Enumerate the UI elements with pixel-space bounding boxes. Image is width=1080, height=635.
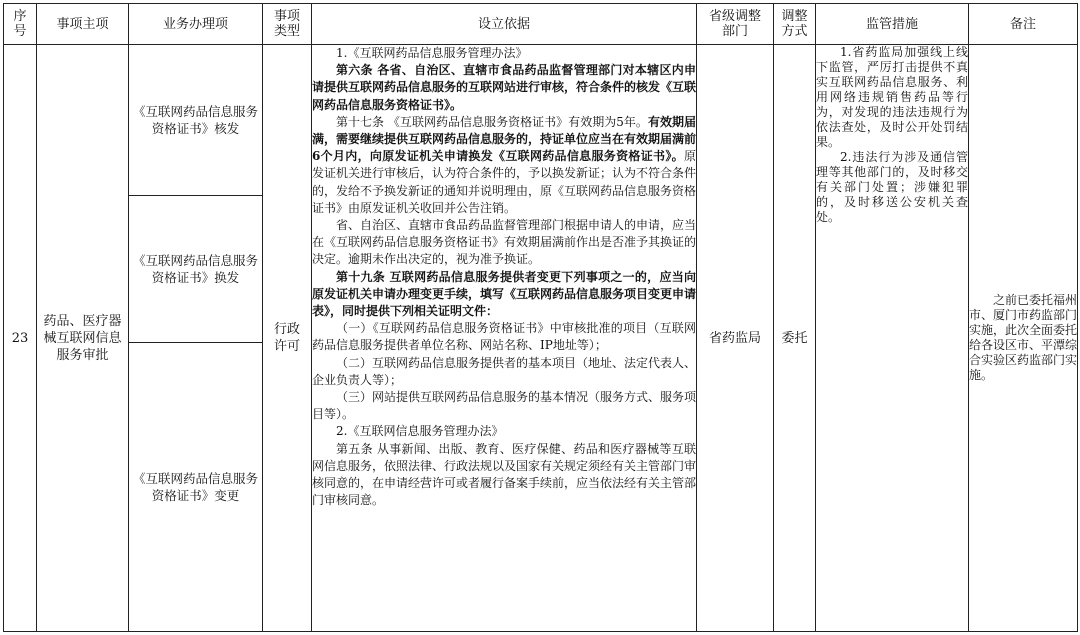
approval-items-table — [3, 3, 1078, 632]
basis-article-17-p2: 省、自治区、直辖市食品药品监督管理部门根据申请人的申请，应当在《互联网药品信息服务资格证书》有效期届满前作出是否准予其换证的决定。逾期未作出决定的，视为准予换证。 — [312, 218, 697, 267]
basis-article-19-item-3: （三）网站提供互联网药品信息服务的基本情况（服务方式、服务项目等）。 — [312, 390, 697, 422]
basis-law-1: 1.《互联网药品信息服务管理办法》 — [336, 46, 528, 60]
supervision-measure-2: 2.违法行为涉及通信管理等其他部门的，及时移交有关部门处置；涉嫌犯罪的，及时移送公安机关查处。 — [816, 150, 968, 224]
header-supervision: 监管措施 — [816, 4, 969, 45]
row-remark — [969, 45, 1078, 632]
basis-article-19-text: 第十九条 互联网药品信息服务提供者变更下列事项之一的，应当向原发证机关申请办理变更手续，填写《互联网药品信息服务项目变更申请表》，同时提供下列相关证明文件： — [312, 269, 697, 319]
basis-article-19 — [312, 269, 696, 321]
basis-article-17-b: 有效期届满，需要继续提供互联网药品信息服务的，持证单位应当在有效期届满前6个月内，向原发证机关申请换发《互联网药品信息服务资格证书》。 — [312, 114, 697, 164]
header-item-type: 事项类型 — [263, 4, 312, 45]
remark-text: 之前已委托福州市、厦门市药监部门实施，此次全面委托给各设区市、平潭综合实验区药监部门实施。 — [969, 293, 1078, 382]
basis-article-5: 第五条 从事新闻、出版、教育、医疗保健、药品和医疗器械等互联网信息服务，依照法律、行政法规以及国家有关规定须经有关主管部门审核同意的，在申请经营许可或者履行备案手续前，应当依法经有关主管部门审核同意。 — [312, 441, 697, 508]
business-item-change: 《互联网药品信息服务资格证书》变更 — [132, 470, 258, 503]
item-type-text: 行政许可 — [273, 322, 300, 354]
row-supervision — [816, 45, 969, 632]
row-main-item — [37, 45, 129, 632]
row-adjust-method: 委托 — [774, 45, 816, 632]
header-main-item: 事项主项 — [37, 4, 129, 45]
basis-article-17 — [312, 114, 696, 217]
basis-article-6-text: 第六条 各省、自治区、直辖市食品药品监督管理部门对本辖区内申请提供互联网药品信息服务的互联网站进行审核，符合条件的核发《互联网药品信息服务资格证书》。 — [312, 63, 697, 112]
row-item-type — [263, 45, 312, 632]
basis-article-17-a: 第十七条 《互联网药品信息服务资格证书》有效期为5年。 — [336, 114, 648, 129]
row-seq: 23 — [4, 45, 37, 632]
header-adjust-dept: 省级调整部门 — [697, 4, 774, 45]
row-basis — [312, 45, 697, 632]
basis-law-2: 2.《互联网信息服务管理办法》 — [336, 424, 504, 439]
table-row — [4, 45, 1078, 632]
basis-article-6 — [312, 62, 696, 114]
basis-article-17-c: 原发证机关进行审核后，认为符合条件的，予以换发新证；认为不符合条件的，发给不予换发新证的通知并说明理由，原《互联网药品信息服务资格证书》由原发证机关收回并公告注销。 — [312, 149, 697, 215]
business-item-renew: 《互联网药品信息服务资格证书》换发 — [129, 195, 262, 342]
header-business-item: 业务办理项 — [129, 4, 263, 45]
header-seq: 序号 — [4, 4, 37, 45]
business-items-list — [129, 45, 262, 631]
basis-article-19-item-2: （二）互联网药品信息服务提供者的基本项目（地址、法定代表人、企业负责人等）； — [312, 355, 697, 387]
row-adjust-dept: 省药监局 — [697, 45, 774, 632]
header-remark: 备注 — [969, 4, 1078, 45]
header-row — [4, 4, 1078, 45]
supervision-measure-1: 1.省药监局加强线上线下监管，严厉打击提供不真实互联网药品信息服务、利用网络违规销售药品等行为，对发现的违法违规行为依法查处，及时公开处罚结果。 — [816, 45, 968, 149]
business-items-cell — [129, 45, 263, 632]
main-item-text: 药品、医疗器械互联网信息服务审批 — [43, 313, 122, 363]
business-item-issue: 《互联网药品信息服务资格证书》核发 — [129, 45, 262, 195]
header-adjust-method: 调整方式 — [774, 4, 816, 45]
basis-article-19-item-1: （一）《互联网药品信息服务资格证书》中审核批准的项目（互联网药品信息服务提供者单位名称、网站名称、IP地址等）； — [312, 321, 696, 353]
header-basis: 设立依据 — [312, 4, 697, 45]
